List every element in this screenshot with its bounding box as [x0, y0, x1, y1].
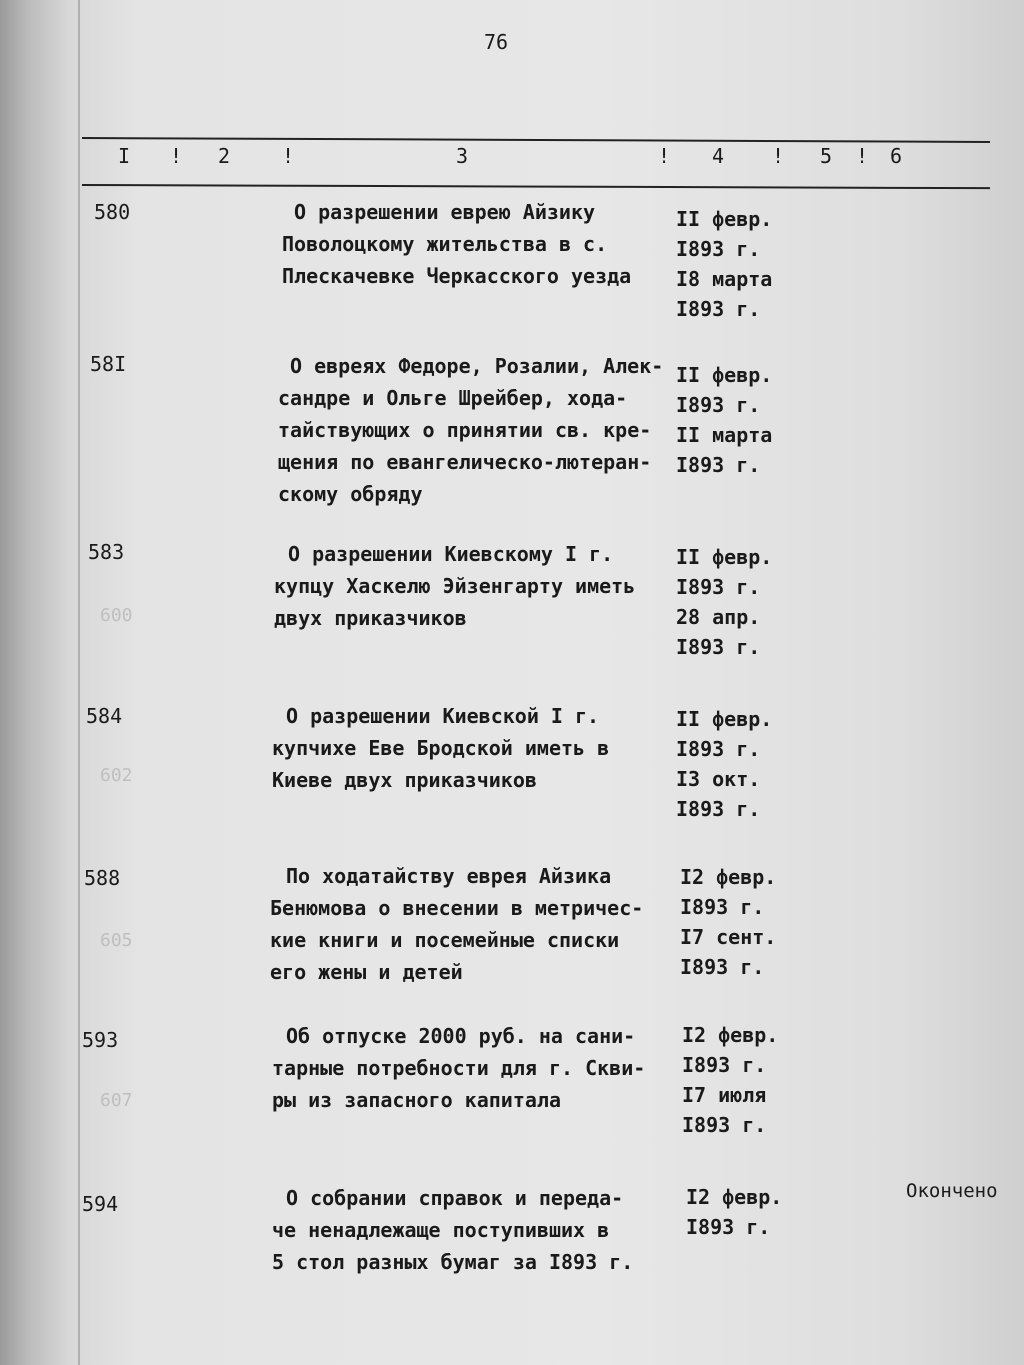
case-number: 593 — [82, 1028, 119, 1052]
case-number: 588 — [84, 866, 121, 890]
case-dates: I2 февр. I893 г. I7 сент. I893 г. — [680, 865, 777, 979]
case-number: 580 — [94, 200, 131, 224]
bleed-through-mark: 600 — [100, 605, 133, 626]
case-description: О собрании справок и переда- че ненадлежаще поступивших в 5 стол разных бумаг за I893 г. — [272, 1186, 634, 1274]
case-number: 583 — [88, 540, 125, 564]
bleed-through-mark: 602 — [100, 765, 133, 786]
bleed-through-mark: 607 — [100, 1090, 133, 1111]
bleed-through-mark: 605 — [100, 930, 133, 951]
case-dates: II февр. I893 г. I3 окт. I893 г. — [676, 707, 773, 821]
case-description: По ходатайству еврея Айзика Бенюмова о внесении в метричес- кие книги и посемейные списки его жены и детей — [270, 864, 644, 984]
column-separator: ! — [856, 144, 869, 168]
column-separator: ! — [170, 144, 183, 168]
case-description: О разрешении Киевской I г. купчихе Еве Бродской иметь в Киеве двух приказчиков — [272, 704, 610, 792]
case-dates: II февр. I893 г. I8 марта I893 г. — [676, 207, 773, 321]
column-separator: ! — [772, 144, 785, 168]
column-header: 2 — [218, 144, 231, 168]
table-header-bottom-rule — [82, 184, 990, 189]
column-separator: ! — [658, 144, 671, 168]
case-dates: II февр. I893 г. 28 апр. I893 г. — [676, 545, 773, 659]
case-dates: II февр. I893 г. II марта I893 г. — [676, 363, 773, 477]
case-description: Об отпуске 2000 руб. на сани- тарные потребности для г. Скви- ры из запасного капитала — [272, 1024, 646, 1112]
column-header: I — [118, 144, 131, 168]
column-header: 4 — [712, 144, 725, 168]
column-header: 5 — [820, 144, 833, 168]
column-header: 6 — [890, 144, 903, 168]
case-description: О разрешении Киевскому I г. купцу Хаскелю Эйзенгарту иметь двух приказчиков — [274, 542, 636, 630]
page-number: 76 — [484, 30, 509, 54]
status-note: Окончено — [906, 1180, 998, 1202]
column-separator: ! — [282, 144, 295, 168]
case-dates: I2 февр. I893 г. — [686, 1185, 783, 1239]
page-margin-edge — [78, 0, 80, 1365]
case-description: О разрешении еврею Айзику Поволоцкому жительства в с. Плескачевке Черкасского уезда — [282, 200, 632, 288]
case-number: 58I — [90, 352, 127, 376]
case-description: О евреях Федоре, Розалии, Алек- сандре и Ольге Шрейбер, хода- тайствующих о принятии св. кре- щения по евангелическо-лютеран- скому обряду — [278, 354, 664, 506]
case-number: 584 — [86, 704, 123, 728]
case-number: 594 — [82, 1192, 119, 1216]
table-header-row — [100, 140, 990, 180]
case-dates: I2 февр. I893 г. I7 июля I893 г. — [682, 1023, 779, 1137]
column-header: 3 — [456, 144, 469, 168]
